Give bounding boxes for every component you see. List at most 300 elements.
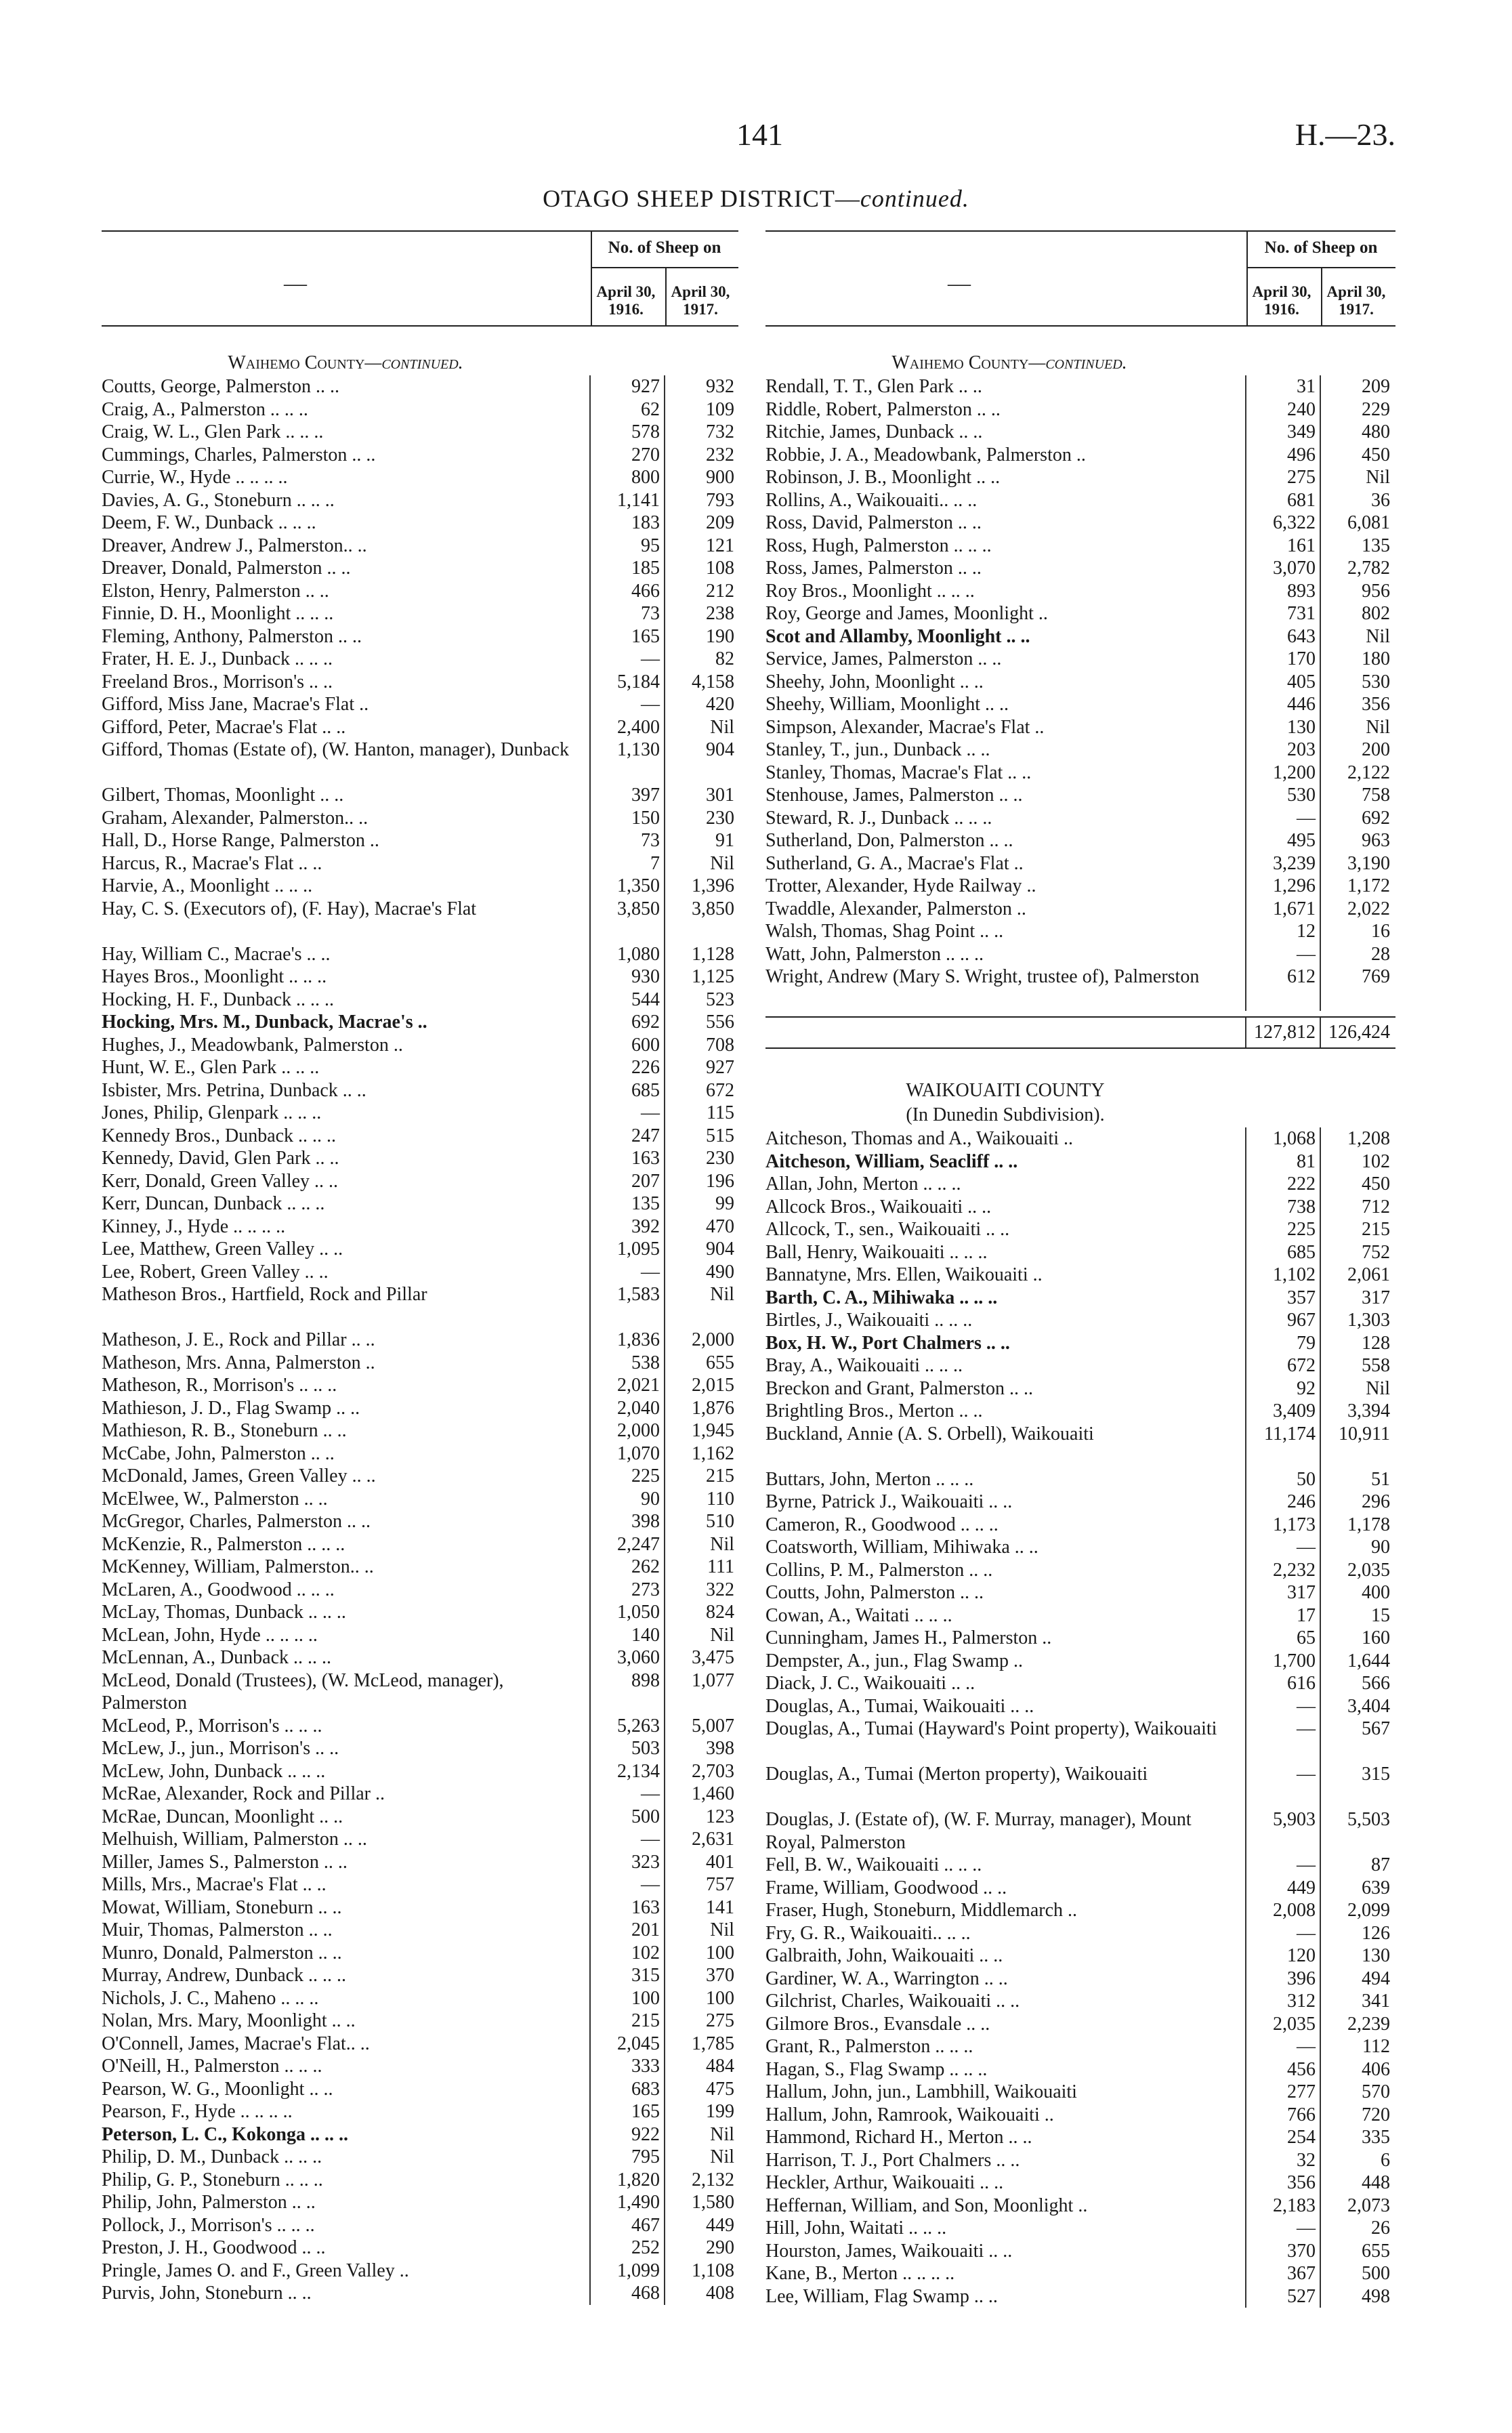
sheep-1917: 135 [1320, 535, 1394, 558]
sheep-1917: 180 [1320, 648, 1394, 671]
holder-name: Deem, F. W., Dunback .. .. .. [102, 512, 316, 533]
holder-name: Hughes, J., Meadowbank, Palmerston .. [102, 1034, 403, 1056]
table-row [765, 1877, 1395, 1900]
sheep-1916: 262 [589, 1556, 664, 1579]
sheep-1917: 335 [1320, 2126, 1394, 2149]
sheep-1916: 616 [1245, 1672, 1320, 1695]
holder-name: Box, H. W., Port Chalmers .. .. [765, 1332, 1010, 1354]
sheep-1916: 62 [589, 398, 664, 421]
sheep-1917: 400 [1320, 1581, 1394, 1604]
sheep-1916: 1,173 [1245, 1514, 1320, 1537]
sheep-1916: 467 [589, 2214, 664, 2237]
sheep-1916: 1,700 [1245, 1650, 1320, 1673]
sheep-1917: 232 [664, 444, 738, 467]
sheep-1916: 738 [1245, 1196, 1320, 1219]
sheep-1916: 2,021 [589, 1374, 664, 1397]
table-header [765, 230, 1395, 327]
table-row [102, 1488, 738, 1511]
table-row [102, 1261, 738, 1284]
table-row [765, 2126, 1395, 2149]
sheep-1917: 475 [664, 2078, 738, 2101]
holder-name: Wright, Andrew (Mary S. Wright, trustee of), Palmerston [765, 966, 1200, 987]
sheep-1917: 824 [664, 1601, 738, 1624]
table-row [765, 2285, 1395, 2308]
table-row [765, 739, 1395, 762]
sheep-1917: 111 [664, 1556, 738, 1579]
table-row [765, 1354, 1395, 1377]
sheep-1917: 2,035 [1320, 1559, 1394, 1582]
table-row [765, 1309, 1395, 1332]
table-row [102, 1215, 738, 1239]
sheep-1916: 1,350 [589, 875, 664, 898]
sheep-1916: 456 [1245, 2058, 1320, 2081]
sheep-1916: — [1245, 1854, 1320, 1877]
holder-name: McLeod, Donald (Trustees), (W. McLeod, manager), Palmerston [102, 1669, 504, 1713]
sheep-1916: 161 [1245, 535, 1320, 558]
document-reference: H.—23. [1295, 117, 1395, 152]
sheep-1917: 408 [664, 2282, 738, 2305]
sheep-1916: 3,409 [1245, 1400, 1320, 1423]
sheep-1916: 527 [1245, 2285, 1320, 2308]
sheep-1916: 2,035 [1245, 2013, 1320, 2036]
holder-name: Douglas, J. (Estate of), (W. F. Murray, manager), Mount Royal, Palmerston [765, 1809, 1192, 1853]
holder-name: Douglas, A., Tumai (Hayward's Point property), Waikouaiti [765, 1718, 1217, 1739]
table-row [765, 1990, 1395, 2013]
table-row [102, 2123, 738, 2146]
holder-name: Gardiner, W. A., Warrington .. .. [765, 1968, 1008, 1989]
sheep-1917: 758 [1320, 784, 1394, 807]
table-row [102, 1737, 738, 1760]
table-row [102, 852, 738, 875]
sheep-1916: 643 [1245, 625, 1320, 648]
sheep-1916: 922 [589, 2123, 664, 2146]
sheep-1917: 655 [664, 1352, 738, 1375]
table-row [765, 1400, 1395, 1423]
holder-name: Melhuish, William, Palmerston .. .. [102, 1829, 367, 1850]
sheep-1917: 639 [1320, 1877, 1394, 1900]
holder-name: Matheson, Mrs. Anna, Palmerston .. [102, 1352, 375, 1373]
table-row [765, 1672, 1395, 1695]
holder-name: Hammond, Richard H., Merton .. .. [765, 2127, 1032, 2148]
table-row [102, 2010, 738, 2033]
table-row [765, 444, 1395, 467]
table-row [102, 784, 738, 807]
sheep-1917: 112 [1320, 2035, 1394, 2058]
table-row [765, 965, 1395, 1011]
holder-name: Jones, Philip, Glenpark .. .. .. [102, 1102, 322, 1123]
table-row [765, 580, 1395, 603]
sheep-1916: 612 [1245, 965, 1320, 1011]
table-row [102, 648, 738, 671]
sheep-1916: 5,263 [589, 1715, 664, 1738]
header-col-1917: April 30, 1917. [671, 283, 730, 318]
table-row [102, 444, 738, 467]
sheep-1916: 800 [589, 466, 664, 489]
holder-name: Frater, H. E. J., Dunback .. .. .. [102, 648, 333, 669]
holder-name: Ross, James, Palmerston .. .. [765, 558, 982, 579]
sheep-1917: 567 [1320, 1718, 1394, 1763]
sheep-1917: 494 [1320, 1968, 1394, 1991]
sheep-1916: 2,008 [1245, 1899, 1320, 1922]
sheep-1916: 203 [1245, 739, 1320, 762]
table-header [102, 230, 738, 327]
table-row [102, 1624, 738, 1647]
sheep-1917: 904 [664, 1238, 738, 1261]
sheep-1916: 1,080 [589, 943, 664, 966]
holder-name: Coutts, John, Palmerston .. .. [765, 1582, 984, 1603]
sheep-1916: 135 [589, 1192, 664, 1215]
sheep-1916: 3,850 [589, 898, 664, 943]
holder-name: Nolan, Mrs. Mary, Moonlight .. .. [102, 2010, 356, 2031]
table-row [765, 1423, 1395, 1468]
table-row [765, 1536, 1395, 1559]
holder-name: Sutherland, Don, Palmerston .. .. [765, 830, 1013, 851]
holder-name: Gifford, Peter, Macrae's Flat .. .. [102, 716, 346, 738]
table-row [102, 1283, 738, 1329]
holder-name: Mathieson, R. B., Stoneburn .. .. [102, 1420, 347, 1441]
sheep-1917: 732 [664, 421, 738, 444]
table-row [765, 852, 1395, 875]
holder-name: Byrne, Patrick J., Waikouaiti .. .. [765, 1491, 1013, 1512]
sheep-1916: 2,045 [589, 2033, 664, 2056]
sheep-1916: — [589, 648, 664, 671]
holder-name: Rollins, A., Waikouaiti.. .. .. [765, 489, 978, 511]
holder-name: Stanley, T., jun., Dunback .. .. [765, 739, 990, 760]
sheep-1917: 209 [1320, 375, 1394, 398]
table-row [765, 1287, 1395, 1310]
holder-name: Mowat, William, Stoneburn .. .. [102, 1896, 342, 1918]
holder-name: Mills, Mrs., Macrae's Flat .. .. [102, 1874, 327, 1895]
holder-name: Hallum, John, jun., Lambhill, Waikouaiti [765, 2081, 1077, 2102]
sheep-1917: Nil [664, 852, 738, 875]
holder-name: Hocking, H. F., Dunback .. .. .. [102, 989, 335, 1010]
holder-name: Dreaver, Donald, Palmerston .. .. [102, 558, 351, 579]
holder-name: Craig, A., Palmerston .. .. .. [102, 398, 308, 420]
sheep-1916: 893 [1245, 580, 1320, 603]
table-row [765, 807, 1395, 830]
table-row [765, 829, 1395, 852]
sheep-1917: 102 [1320, 1150, 1394, 1173]
holder-name: Hallum, John, Ramrook, Waikouaiti .. [765, 2104, 1054, 2125]
table-row [102, 535, 738, 558]
holder-name: Buttars, John, Merton .. .. .. [765, 1468, 974, 1490]
table-row [102, 2282, 738, 2305]
sheep-1917: 229 [1320, 398, 1394, 421]
sheep-1917: 1,785 [664, 2033, 738, 2056]
sheep-1917: 712 [1320, 1196, 1394, 1219]
holder-name: Trotter, Alexander, Hyde Railway .. [765, 875, 1036, 896]
sheep-1917: 2,122 [1320, 762, 1394, 785]
holder-name: Allan, John, Merton .. .. .. [765, 1173, 961, 1194]
sheep-1916: 31 [1245, 375, 1320, 398]
holder-name: O'Neill, H., Palmerston .. .. .. [102, 2056, 322, 2077]
sheep-1916: 273 [589, 1579, 664, 1602]
holder-name: Kerr, Duncan, Dunback .. .. .. [102, 1193, 325, 1214]
sheep-1916: 3,070 [1245, 557, 1320, 580]
table-row [765, 1377, 1395, 1400]
sheep-1916: 672 [1245, 1354, 1320, 1377]
sheep-1917: 28 [1320, 943, 1394, 966]
sheep-1916: 495 [1245, 829, 1320, 852]
sheep-1916: 17 [1245, 1604, 1320, 1627]
sheep-1916: 446 [1245, 693, 1320, 716]
sheep-1916: 930 [589, 965, 664, 989]
sheep-1917: 470 [664, 1215, 738, 1239]
table-row [765, 398, 1395, 421]
holder-name: Finnie, D. H., Moonlight .. .. .. [102, 603, 334, 624]
table-row [102, 625, 738, 648]
table-row [765, 1922, 1395, 1945]
holder-name: Dempster, A., jun., Flag Swamp .. [765, 1650, 1023, 1671]
sheep-1916: 367 [1245, 2262, 1320, 2285]
sheep-1917: 963 [1320, 829, 1394, 852]
sheep-1917: 141 [664, 1896, 738, 1919]
sheep-1917: 1,077 [664, 1669, 738, 1715]
table-row [102, 2214, 738, 2237]
holder-name: Harrison, T. J., Port Chalmers .. .. [765, 2149, 1020, 2171]
sheep-1916: 315 [589, 1964, 664, 1987]
sheep-1917: 215 [664, 1465, 738, 1488]
table-row [765, 1173, 1395, 1196]
sheep-1917: 2,703 [664, 1760, 738, 1783]
sheep-1917: Nil [1320, 466, 1394, 489]
sheep-1916: 254 [1245, 2126, 1320, 2149]
table-row [102, 739, 738, 784]
sheep-1916: 3,239 [1245, 852, 1320, 875]
sheep-1917: Nil [664, 2146, 738, 2169]
holder-name: Robinson, J. B., Moonlight .. .. [765, 467, 1001, 488]
holder-name: Riddle, Robert, Palmerston .. .. [765, 398, 1001, 420]
holder-name: Philip, D. M., Dunback .. .. .. [102, 2146, 322, 2167]
table-row [765, 716, 1395, 739]
table-row [102, 557, 738, 580]
holder-name: Allcock, T., sen., Waikouaiti .. .. [765, 1219, 1010, 1240]
holder-name: McLay, Thomas, Dunback .. .. .. [102, 1602, 346, 1623]
holder-name: Gilchrist, Charles, Waikouaiti .. .. [765, 1991, 1020, 2012]
holder-name: Lee, Matthew, Green Valley .. .. [102, 1239, 343, 1260]
table-row [765, 2240, 1395, 2263]
sheep-1917: 523 [664, 989, 738, 1012]
header-sheep-on: No. of Sheep on [608, 238, 721, 257]
sheep-1916: 2,400 [589, 716, 664, 739]
holder-name: McLaren, A., Goodwood .. .. .. [102, 1579, 335, 1600]
table-row [765, 1650, 1395, 1673]
table-row [102, 716, 738, 739]
sheep-1917: 1,396 [664, 875, 738, 898]
holder-name: Breckon and Grant, Palmerston .. .. [765, 1377, 1034, 1399]
table-row [765, 489, 1395, 512]
sheep-1916: 81 [1245, 1150, 1320, 1173]
sheep-1916: 2,000 [589, 1419, 664, 1442]
sheep-1916: — [1245, 807, 1320, 830]
holder-name: Davies, A. G., Stoneburn .. .. .. [102, 489, 335, 511]
sheep-1917: 356 [1320, 693, 1394, 716]
sheep-1917: 199 [664, 2100, 738, 2123]
sheep-1916: 79 [1245, 1332, 1320, 1355]
table-row [765, 2171, 1395, 2195]
sheep-1916: — [1245, 1718, 1320, 1763]
sheep-1916: — [1245, 943, 1320, 966]
holder-name: Hagan, S., Flag Swamp .. .. .. [765, 2058, 988, 2080]
table-row [102, 1715, 738, 1738]
sheep-1916: 530 [1245, 784, 1320, 807]
holder-name: Craig, W. L., Glen Park .. .. .. [102, 421, 324, 442]
table-row [102, 1556, 738, 1579]
holder-name: Currie, W., Hyde .. .. .. .. [102, 467, 288, 488]
sheep-1917: 484 [664, 2055, 738, 2078]
sheep-1916: 207 [589, 1170, 664, 1193]
sheep-1917: 449 [664, 2214, 738, 2237]
sheep-1917: 2,015 [664, 1374, 738, 1397]
table-row [765, 2217, 1395, 2240]
table-row [102, 1374, 738, 1397]
sheep-1917: 406 [1320, 2058, 1394, 2081]
table-row [765, 625, 1395, 648]
holder-name: McLew, John, Dunback .. .. .. [102, 1760, 326, 1782]
sheep-1916: 685 [589, 1079, 664, 1102]
sheep-1917: 99 [664, 1192, 738, 1215]
sheep-1917: 91 [664, 829, 738, 852]
table-row [765, 1514, 1395, 1537]
holder-name: McKenzie, R., Palmerston .. .. .. [102, 1533, 345, 1555]
holder-name: Walsh, Thomas, Shag Point .. .. [765, 921, 1004, 942]
sheep-1917: 200 [1320, 739, 1394, 762]
section-heading: Waihemo County—continued. [228, 352, 463, 373]
holder-name: Hay, William C., Macrae's .. .. [102, 943, 331, 965]
sheep-1916: 73 [589, 602, 664, 625]
sheep-1916: 1,050 [589, 1601, 664, 1624]
holder-name: Gifford, Miss Jane, Macrae's Flat .. [102, 694, 369, 715]
table-row [102, 512, 738, 535]
sheep-1916: 357 [1245, 1287, 1320, 1310]
sheep-1917: 275 [664, 2010, 738, 2033]
sheep-1917: 692 [1320, 807, 1394, 830]
sheep-1917: 510 [664, 1510, 738, 1533]
sheep-1917: 672 [664, 1079, 738, 1102]
sheep-1917: 160 [1320, 1627, 1394, 1650]
table-row [765, 648, 1395, 671]
holder-name: Kane, B., Merton .. .. .. .. [765, 2263, 955, 2284]
table-row [765, 2262, 1395, 2285]
sheep-1916: — [1245, 2217, 1320, 2240]
table-row [765, 2058, 1395, 2081]
sheep-1916: 225 [589, 1465, 664, 1488]
sheep-1917: 82 [664, 648, 738, 671]
holder-name: McElwee, W., Palmerston .. .. [102, 1488, 328, 1510]
holder-name: Cunningham, James H., Palmerston .. [765, 1627, 1052, 1648]
sheep-1917: 230 [664, 1147, 738, 1170]
table-row [102, 2078, 738, 2101]
sheep-1916: 225 [1245, 1218, 1320, 1241]
sheep-1917: 558 [1320, 1354, 1394, 1377]
sheep-1917: 130 [1320, 1945, 1394, 1968]
holder-name: Kennedy, David, Glen Park .. .. [102, 1148, 339, 1169]
sheep-1917: 2,061 [1320, 1264, 1394, 1287]
table-row [765, 1808, 1395, 1854]
holder-name: Hocking, Mrs. M., Dunback, Macrae's .. [102, 1012, 427, 1033]
holder-name: Munro, Donald, Palmerston .. .. [102, 1942, 342, 1963]
sheep-1917: 793 [664, 489, 738, 512]
table-row [102, 1238, 738, 1261]
table-row [102, 807, 738, 830]
sheep-1916: 2,232 [1245, 1559, 1320, 1582]
table-row [765, 421, 1395, 444]
holder-name: Diack, J. C., Waikouaiti .. .. [765, 1673, 975, 1694]
sheep-1917: 1,178 [1320, 1514, 1394, 1537]
table-row [765, 1332, 1395, 1355]
sheep-1917: 556 [664, 1011, 738, 1034]
left-rows [102, 351, 738, 2305]
sheep-1917: 1,580 [664, 2191, 738, 2214]
table-row [765, 1218, 1395, 1241]
holder-name: Matheson Bros., Hartfield, Rock and Pillar [102, 1284, 427, 1305]
sheep-1917: 209 [664, 512, 738, 535]
table-row [102, 1419, 738, 1442]
table-row [102, 1192, 738, 1215]
holder-name: Gifford, Thomas (Estate of), (W. Hanton, manager), Dunback [102, 739, 569, 760]
sheep-1916: 95 [589, 535, 664, 558]
sheep-1916: 90 [589, 1488, 664, 1511]
sheep-1917: 100 [664, 1987, 738, 2010]
table-row [102, 489, 738, 512]
table-row [765, 1854, 1395, 1877]
sheep-1916: 226 [589, 1056, 664, 1079]
sheep-1917: Nil [664, 1533, 738, 1556]
holder-name: Dreaver, Andrew J., Palmerston.. .. [102, 535, 367, 556]
holder-name: Harcus, R., Macrae's Flat .. .. [102, 852, 322, 874]
right-rows [765, 351, 1395, 1049]
table-row [102, 2169, 738, 2192]
sheep-1916: 685 [1245, 1241, 1320, 1264]
sheep-1916: 240 [1245, 398, 1320, 421]
sheep-1916: — [1245, 1922, 1320, 1945]
table-row [102, 2055, 738, 2078]
holder-name: Coutts, George, Palmerston .. .. [102, 376, 340, 397]
holder-name: Pringle, James O. and F., Green Valley .. [102, 2260, 409, 2281]
sheep-1917: 51 [1320, 1468, 1394, 1491]
sheep-1916: 766 [1245, 2104, 1320, 2127]
sheep-1917: 370 [664, 1964, 738, 1987]
holder-name: Murray, Andrew, Dunback .. .. .. [102, 1965, 347, 1986]
right-column [765, 230, 1395, 2308]
table-row [102, 1442, 738, 1465]
sheep-1916: 370 [1245, 2240, 1320, 2263]
sheep-1916: 1,836 [589, 1329, 664, 1352]
table-row [765, 375, 1395, 398]
table-row [102, 2260, 738, 2283]
sheep-1916: 2,134 [589, 1760, 664, 1783]
sheep-1916: 130 [1245, 716, 1320, 739]
sheep-1916: 1,141 [589, 489, 664, 512]
sheep-1916: 500 [589, 1806, 664, 1829]
sheep-1916: 50 [1245, 1468, 1320, 1491]
sheep-1917: 2,022 [1320, 898, 1394, 921]
sheep-1916: 1,130 [589, 739, 664, 784]
holder-name: Kerr, Donald, Green Valley .. .. [102, 1170, 339, 1192]
holder-name: Robbie, J. A., Meadowbank, Palmerston .. [765, 444, 1086, 465]
sheep-1917: 6,081 [1320, 512, 1394, 535]
holder-name: Buckland, Annie (A. S. Orbell), Waikouaiti [765, 1423, 1094, 1444]
table-row [765, 1491, 1395, 1514]
sheep-1916: 185 [589, 557, 664, 580]
table-row [102, 1873, 738, 1896]
sheep-1917: 26 [1320, 2217, 1394, 2240]
holder-name: Lee, William, Flag Swamp .. .. [765, 2285, 998, 2307]
sheep-1916: 1,490 [589, 2191, 664, 2214]
sheep-1917: 530 [1320, 671, 1394, 694]
sheep-1916: — [589, 1873, 664, 1896]
sheep-1917: 3,475 [664, 1646, 738, 1669]
